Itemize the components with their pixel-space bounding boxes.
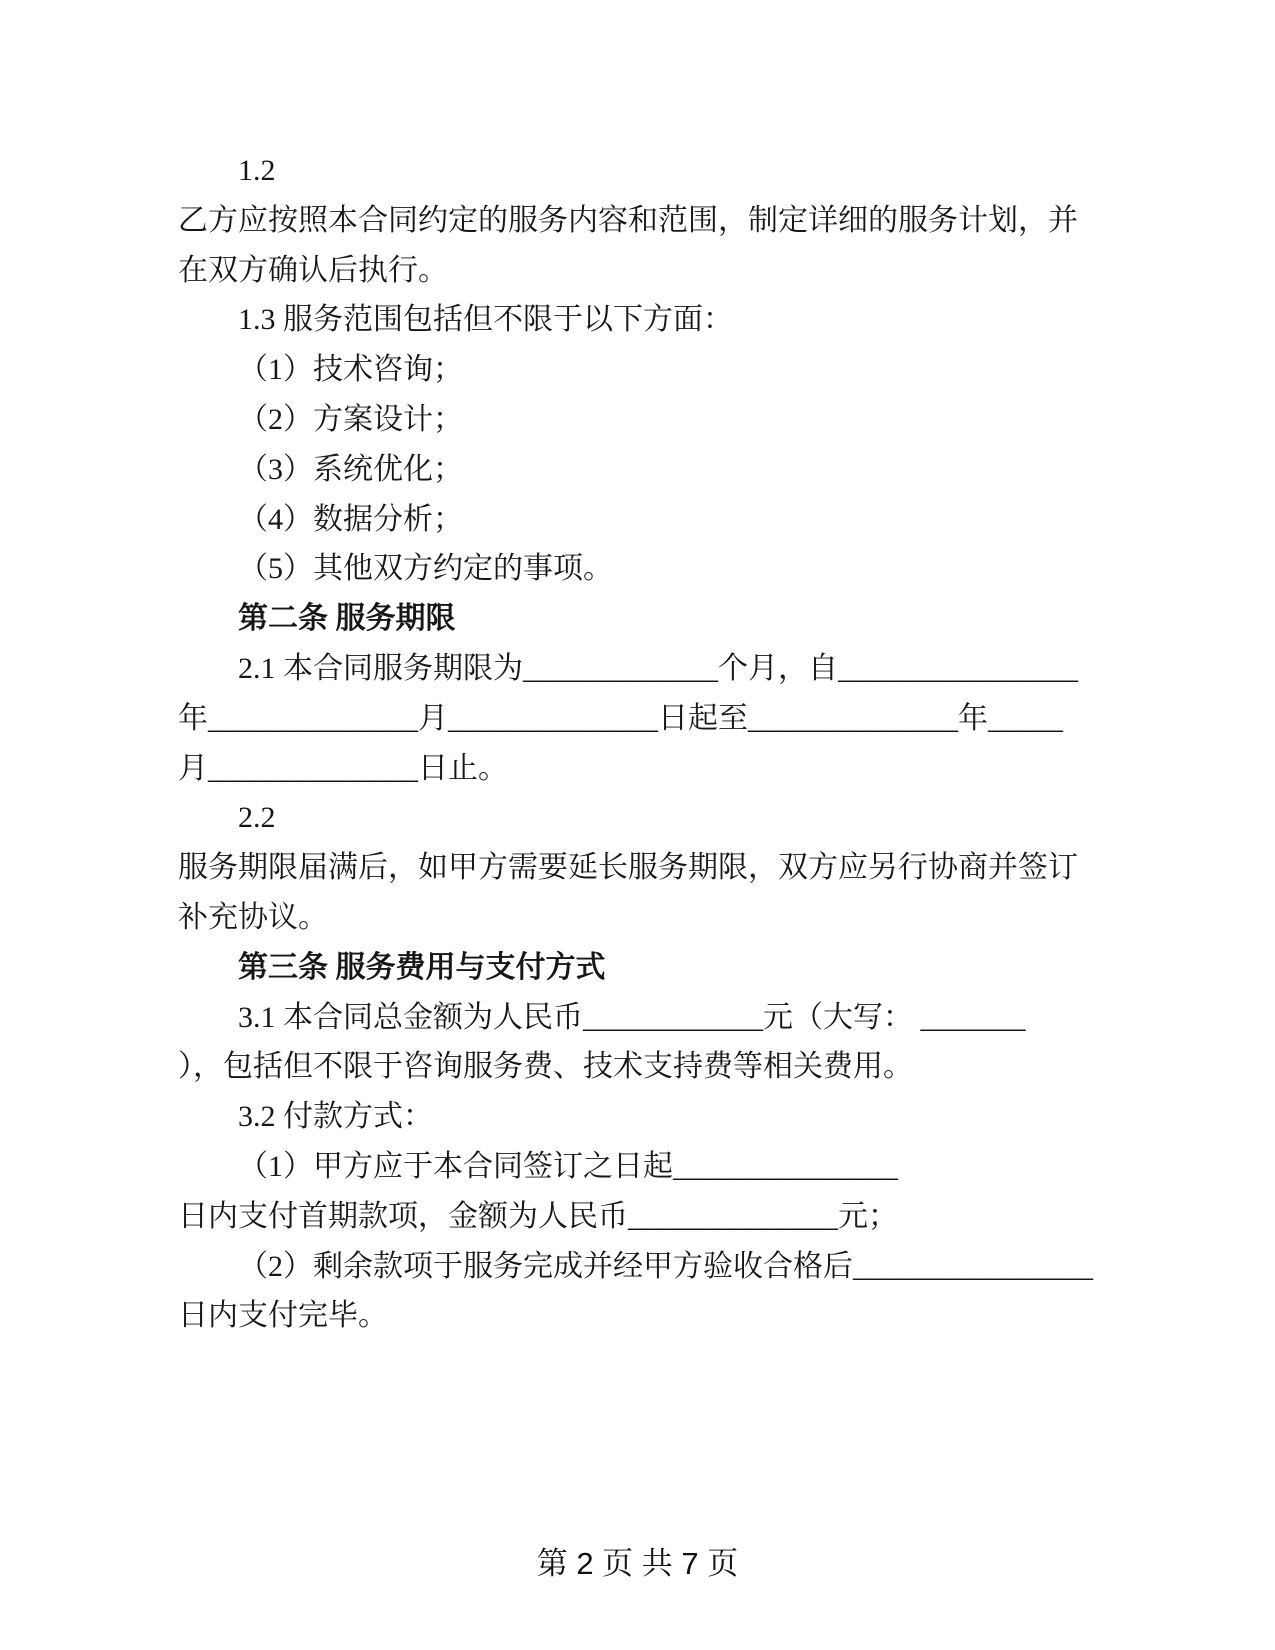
heading-article-3: 第三条 服务费用与支付方式 xyxy=(238,950,606,984)
clause-1-3: 1.3 服务范围包括但不限于以下方面： xyxy=(238,303,733,337)
clause-2-2-text-line-2: 补充协议。 xyxy=(178,900,328,934)
page-number-text: 第 2 页 共 7 页 xyxy=(536,1546,739,1581)
clause-1-2-text-line-1: 乙方应按照本合同约定的服务内容和范围，制定详细的服务计划，并 xyxy=(178,203,1078,237)
clause-2-1-line-2: 年______________月______________日起至______________年_____ xyxy=(178,701,1063,735)
clause-3-2: 3.2 付款方式： xyxy=(238,1100,433,1134)
payment-item-2-line-2: 日内支付完毕。 xyxy=(178,1299,388,1333)
clause-2-2-text-line-1: 服务期限届满后，如甲方需要延长服务期限，双方应另行协商并签订 xyxy=(178,851,1078,885)
scope-item-5: （5）其他双方约定的事项。 xyxy=(238,552,613,586)
clause-3-1-line-1: 3.1 本合同总金额为人民币____________元（大写： _______ xyxy=(238,1000,1026,1034)
clause-2-1-line-3: 月______________日止。 xyxy=(178,751,508,785)
clause-2-2-number: 2.2 xyxy=(238,801,276,835)
scope-item-3: （3）系统优化； xyxy=(238,452,463,486)
clause-2-1-line-1: 2.1 本合同服务期限为_____________个月，自________________ xyxy=(238,651,1078,685)
scope-item-4: （4）数据分析； xyxy=(238,502,463,536)
payment-item-1-line-1: （1）甲方应于本合同签订之日起_______________ xyxy=(238,1149,898,1183)
clause-1-2-text-line-2: 在双方确认后执行。 xyxy=(178,253,448,287)
clause-3-1-line-2: ），包括但不限于咨询服务费、技术支持费等相关费用。 xyxy=(178,1050,913,1084)
clause-1-2-number: 1.2 xyxy=(238,154,276,187)
payment-item-1-line-2: 日内支付首期款项，金额为人民币______________元； xyxy=(178,1199,898,1233)
payment-item-2-line-1: （2）剩余款项于服务完成并经甲方验收合格后________________ xyxy=(238,1249,1093,1283)
scope-item-2: （2）方案设计； xyxy=(238,402,463,436)
scope-item-1: （1）技术咨询； xyxy=(238,353,463,387)
heading-article-2: 第二条 服务期限 xyxy=(238,602,456,636)
contract-body xyxy=(178,146,1093,1341)
page-footer xyxy=(0,1538,1275,1583)
